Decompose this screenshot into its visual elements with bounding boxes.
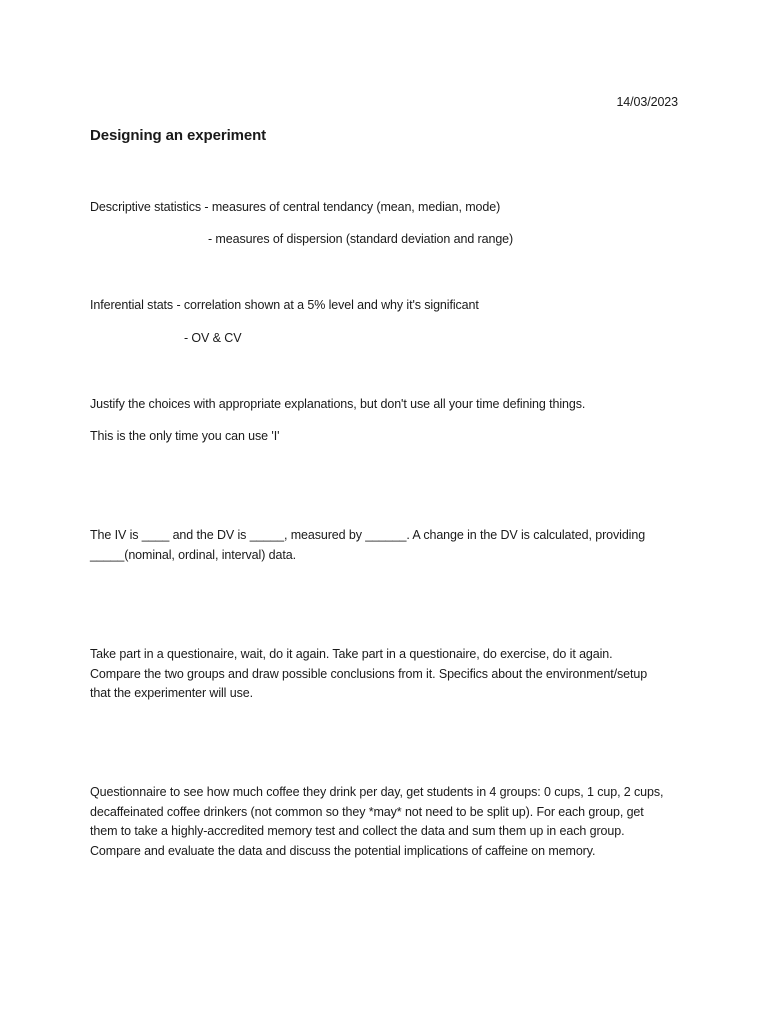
coffee-line-4: Compare and evaluate the data and discuss the potential implications of caffeine on memory. xyxy=(90,843,596,858)
inferential-stats-line: Inferential stats - correlation shown at a 5% level and why it's significant xyxy=(90,298,479,312)
procedure-line-2: Compare the two groups and draw possible conclusions from it. Specifics about the environment/setup xyxy=(90,666,648,681)
document-date: 14/03/2023 xyxy=(616,95,678,109)
dispersion-line: - measures of dispersion (standard deviation and range) xyxy=(208,232,514,246)
justify-line: Justify the choices with appropriate explanations, but don't use all your time defining things. xyxy=(90,397,586,411)
ov-cv-line: - OV & CV xyxy=(184,331,242,345)
procedure-paragraph xyxy=(90,645,690,704)
coffee-line-3: them to take a highly-accredited memory test and collect the data and sum them up in each group. xyxy=(90,824,625,838)
coffee-paragraph xyxy=(90,783,710,861)
document-title: Designing an experiment xyxy=(90,127,267,144)
coffee-line-2: decaffeinated coffee drinkers (not common so they *may* not need to be split up). For each group, get xyxy=(90,804,644,819)
descriptive-stats-line: Descriptive statistics - measures of central tendancy (mean, median, mode) xyxy=(90,200,501,214)
procedure-line-1: Take part in a questionaire, wait, do it again. Take part in a questionaire, do exercise, do it again. xyxy=(90,647,613,661)
use-i-line: This is the only time you can use 'I' xyxy=(90,429,280,443)
iv-dv-paragraph xyxy=(90,526,690,565)
iv-dv-line-1: The IV is ____ and the DV is _____, measured by ______. A change in the DV is calculated, providing xyxy=(90,528,646,542)
coffee-line-1: Questionnaire to see how much coffee they drink per day, get students in 4 groups: 0 cups, 1 cup, 2 cups, xyxy=(90,785,664,799)
iv-dv-line-2: _____(nominal, ordinal, interval) data. xyxy=(90,547,296,562)
procedure-line-3: that the experimenter will use. xyxy=(90,686,253,700)
